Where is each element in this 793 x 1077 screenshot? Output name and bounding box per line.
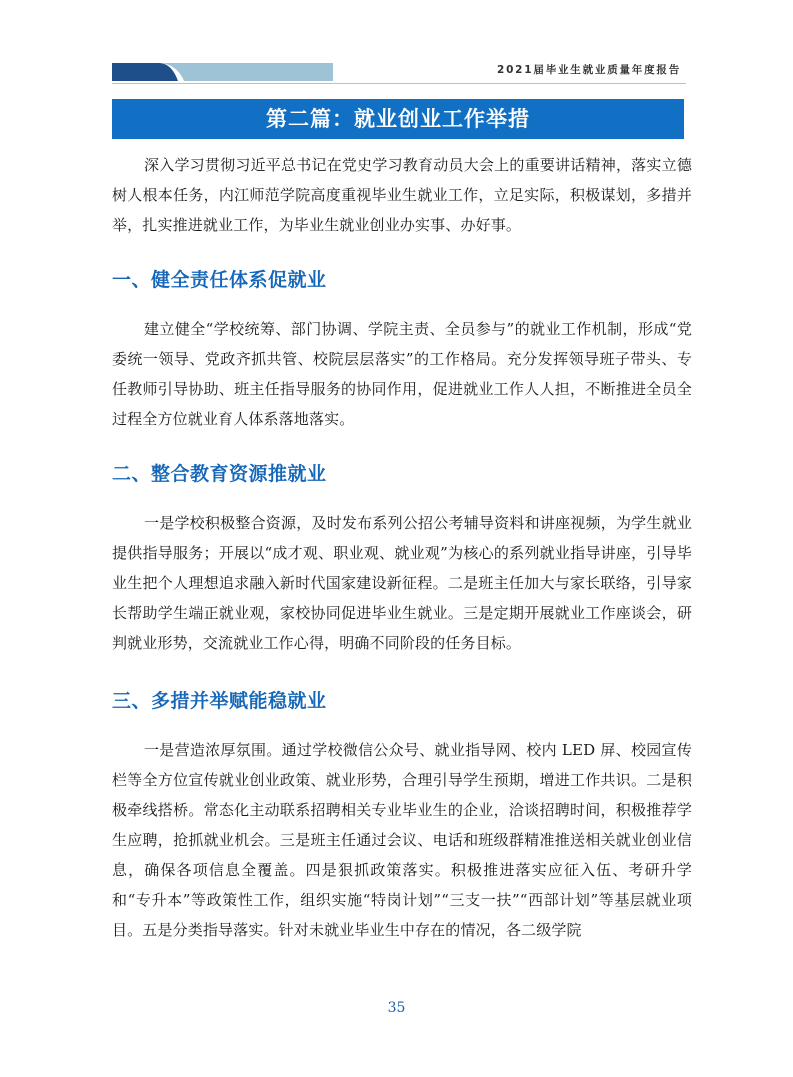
- intro-paragraph: 深入学习贯彻习近平总书记在党史学习教育动员大会上的重要讲话精神，落实立德树人根本任务，内江师范学院高度重视毕业生就业工作，立足实际，积极谋划，多措并举，扎实推进就业工作，为毕业生就业创业办实事、办好事。: [112, 156, 692, 234]
- section-heading-1: 一、健全责任体系促就业: [112, 269, 327, 291]
- section-body-3: 一是营造浓厚氛围。通过学校微信公众号、就业指导网、校内 LED 屏、校园宣传栏等全方位宣传就业创业政策、就业形势，合理引导学生预期，增进工作共识。二是积极牵线搭桥。常态化主动联系招聘相关专业毕业生的企业，洽谈招聘时间，积极推荐学生应聘，抢抓就业机会。三是班主任通过会议、电话和班级群精准推送相关就业创业信息，确保各项信息全覆盖。四是狠抓政策落实。积极推进落实应征入伍、考研升学和“专升本”等政策性工作，组织实施“特岗计划”“三支一扶”“西部计划”等基层就业项目。五是分类指导落实。针对未就业毕业生中存在的情况，各二级学院: [112, 741, 692, 939]
- header-decoration-band: [112, 63, 333, 81]
- band-light-segment: [162, 63, 333, 81]
- page-number: 35: [387, 1000, 406, 1016]
- section-heading-3: 三、多措并举赋能稳就业: [112, 690, 327, 712]
- section-body-1: 建立健全“学校统筹、部门协调、学院主责、全员参与”的就业工作机制，形成“党委统一领导、党政齐抓共管、校院层层落实”的工作格局。充分发挥领导班子带头、专任教师引导协助、班主任指导服务的协同作用，促进就业工作人人担，不断推进全员全过程全方位就业育人体系落地落实。: [112, 320, 692, 428]
- header-divider: [112, 83, 686, 84]
- band-dark-segment: [112, 63, 178, 81]
- section-heading-2: 二、整合教育资源推就业: [112, 463, 327, 485]
- report-header-title: 2021届毕业生就业质量年度报告: [496, 64, 681, 76]
- chapter-title-banner: 第二篇：就业创业工作举措: [112, 99, 684, 139]
- section-body-2: 一是学校积极整合资源，及时发布系列公招公考辅导资料和讲座视频，为学生就业提供指导服务；开展以“成才观、职业观、就业观”为核心的系列就业指导讲座，引导毕业生把个人理想追求融入新时代国家建设新征程。二是班主任加大与家长联络，引导家长帮助学生端正就业观，家校协同促进毕业生就业。三是定期开展就业工作座谈会，研判就业形势，交流就业工作心得，明确不同阶段的任务目标。: [112, 514, 692, 652]
